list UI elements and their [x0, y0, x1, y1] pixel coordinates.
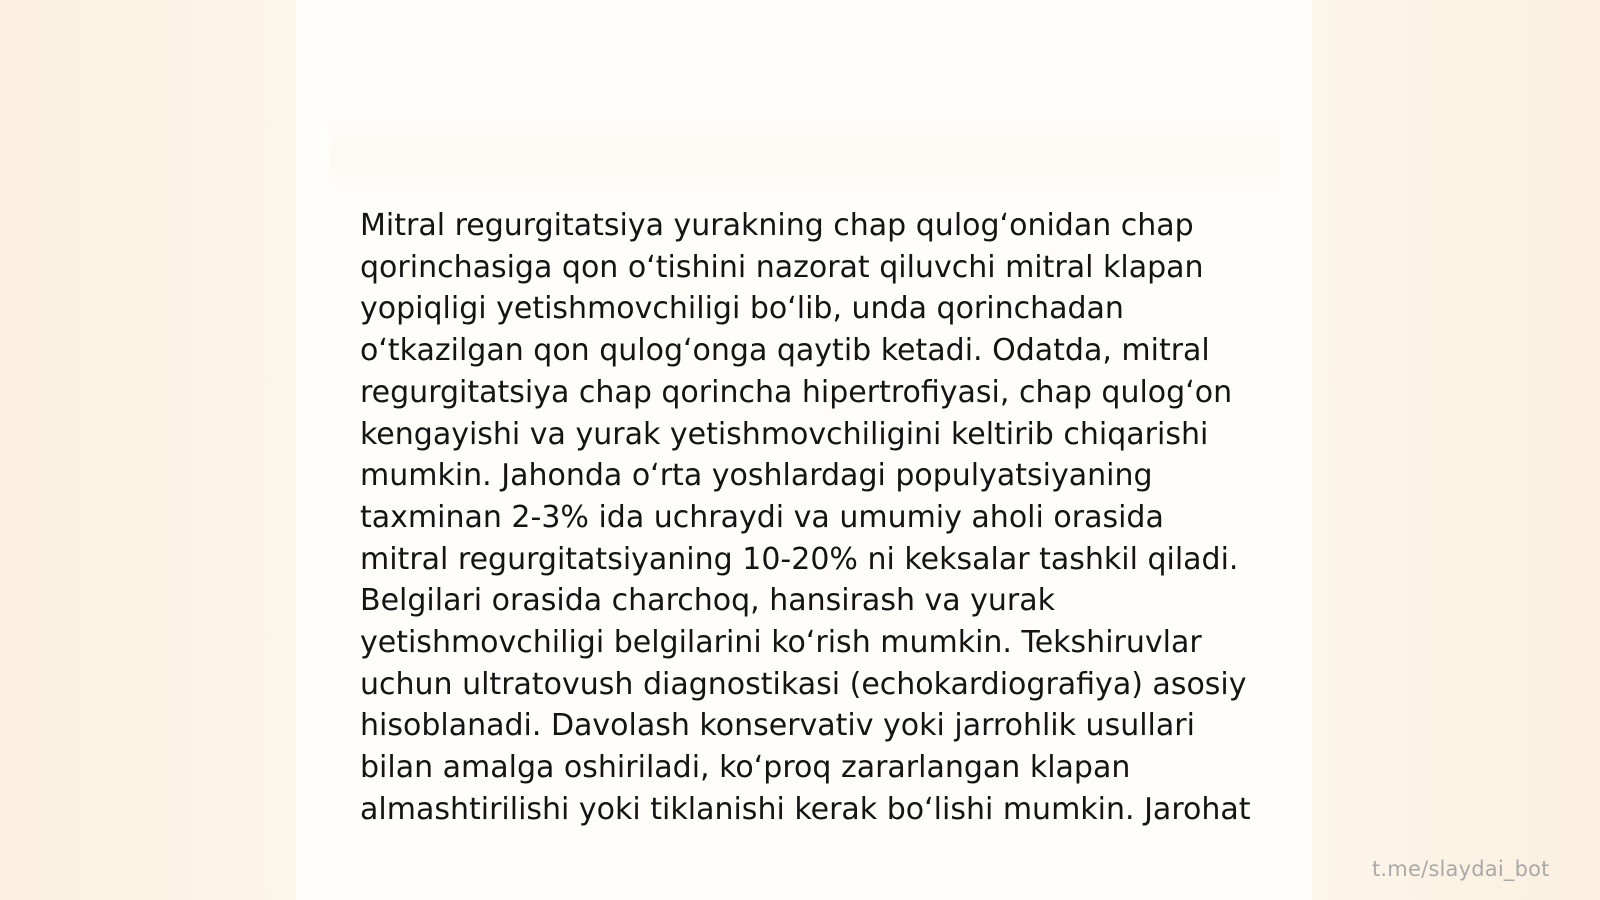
slide-title [330, 120, 1280, 190]
slide-body-text: Mitral regurgitatsiya yurakning chap qulog‘onidan chap qorinchasiga qon o‘tishini nazorat qiluvchi mitral klapan yopiqligi yetishmovchiligi bo‘lib, unda qorinchadan o‘tkazilgan qon qulog‘onga qaytib ketadi. Odatda, mitral regurgitatsiya chap qorincha hipertrofiyasi, chap qulog‘on kengayishi va yurak yetishmovchiligini keltirib chiqarishi mumkin. Jahonda o‘rta yoshlardagi populyatsiyaning taxminan 2-3% ida uchraydi va umumiy aholi orasida mitral regurgitatsiyaning 10-20% ni keksalar tashkil qiladi. Belgilari orasida charchoq, hansirash va yurak yetishmovchiligi belgilarini ko‘rish mumkin. Tekshiruvlar uchun ultratovush diagnostikasi (echokardiografiya) asosiy hisoblanadi. Davolash konservativ yoki jarrohlik usullari bilan amalga oshiriladi, ko‘proq zararlangan klapan almashtirilishi yoki tiklanishi kerak bo‘lishi mumkin. Jarohat [360, 208, 1251, 827]
watermark-text: t.me/slaydai_bot [1372, 857, 1550, 881]
